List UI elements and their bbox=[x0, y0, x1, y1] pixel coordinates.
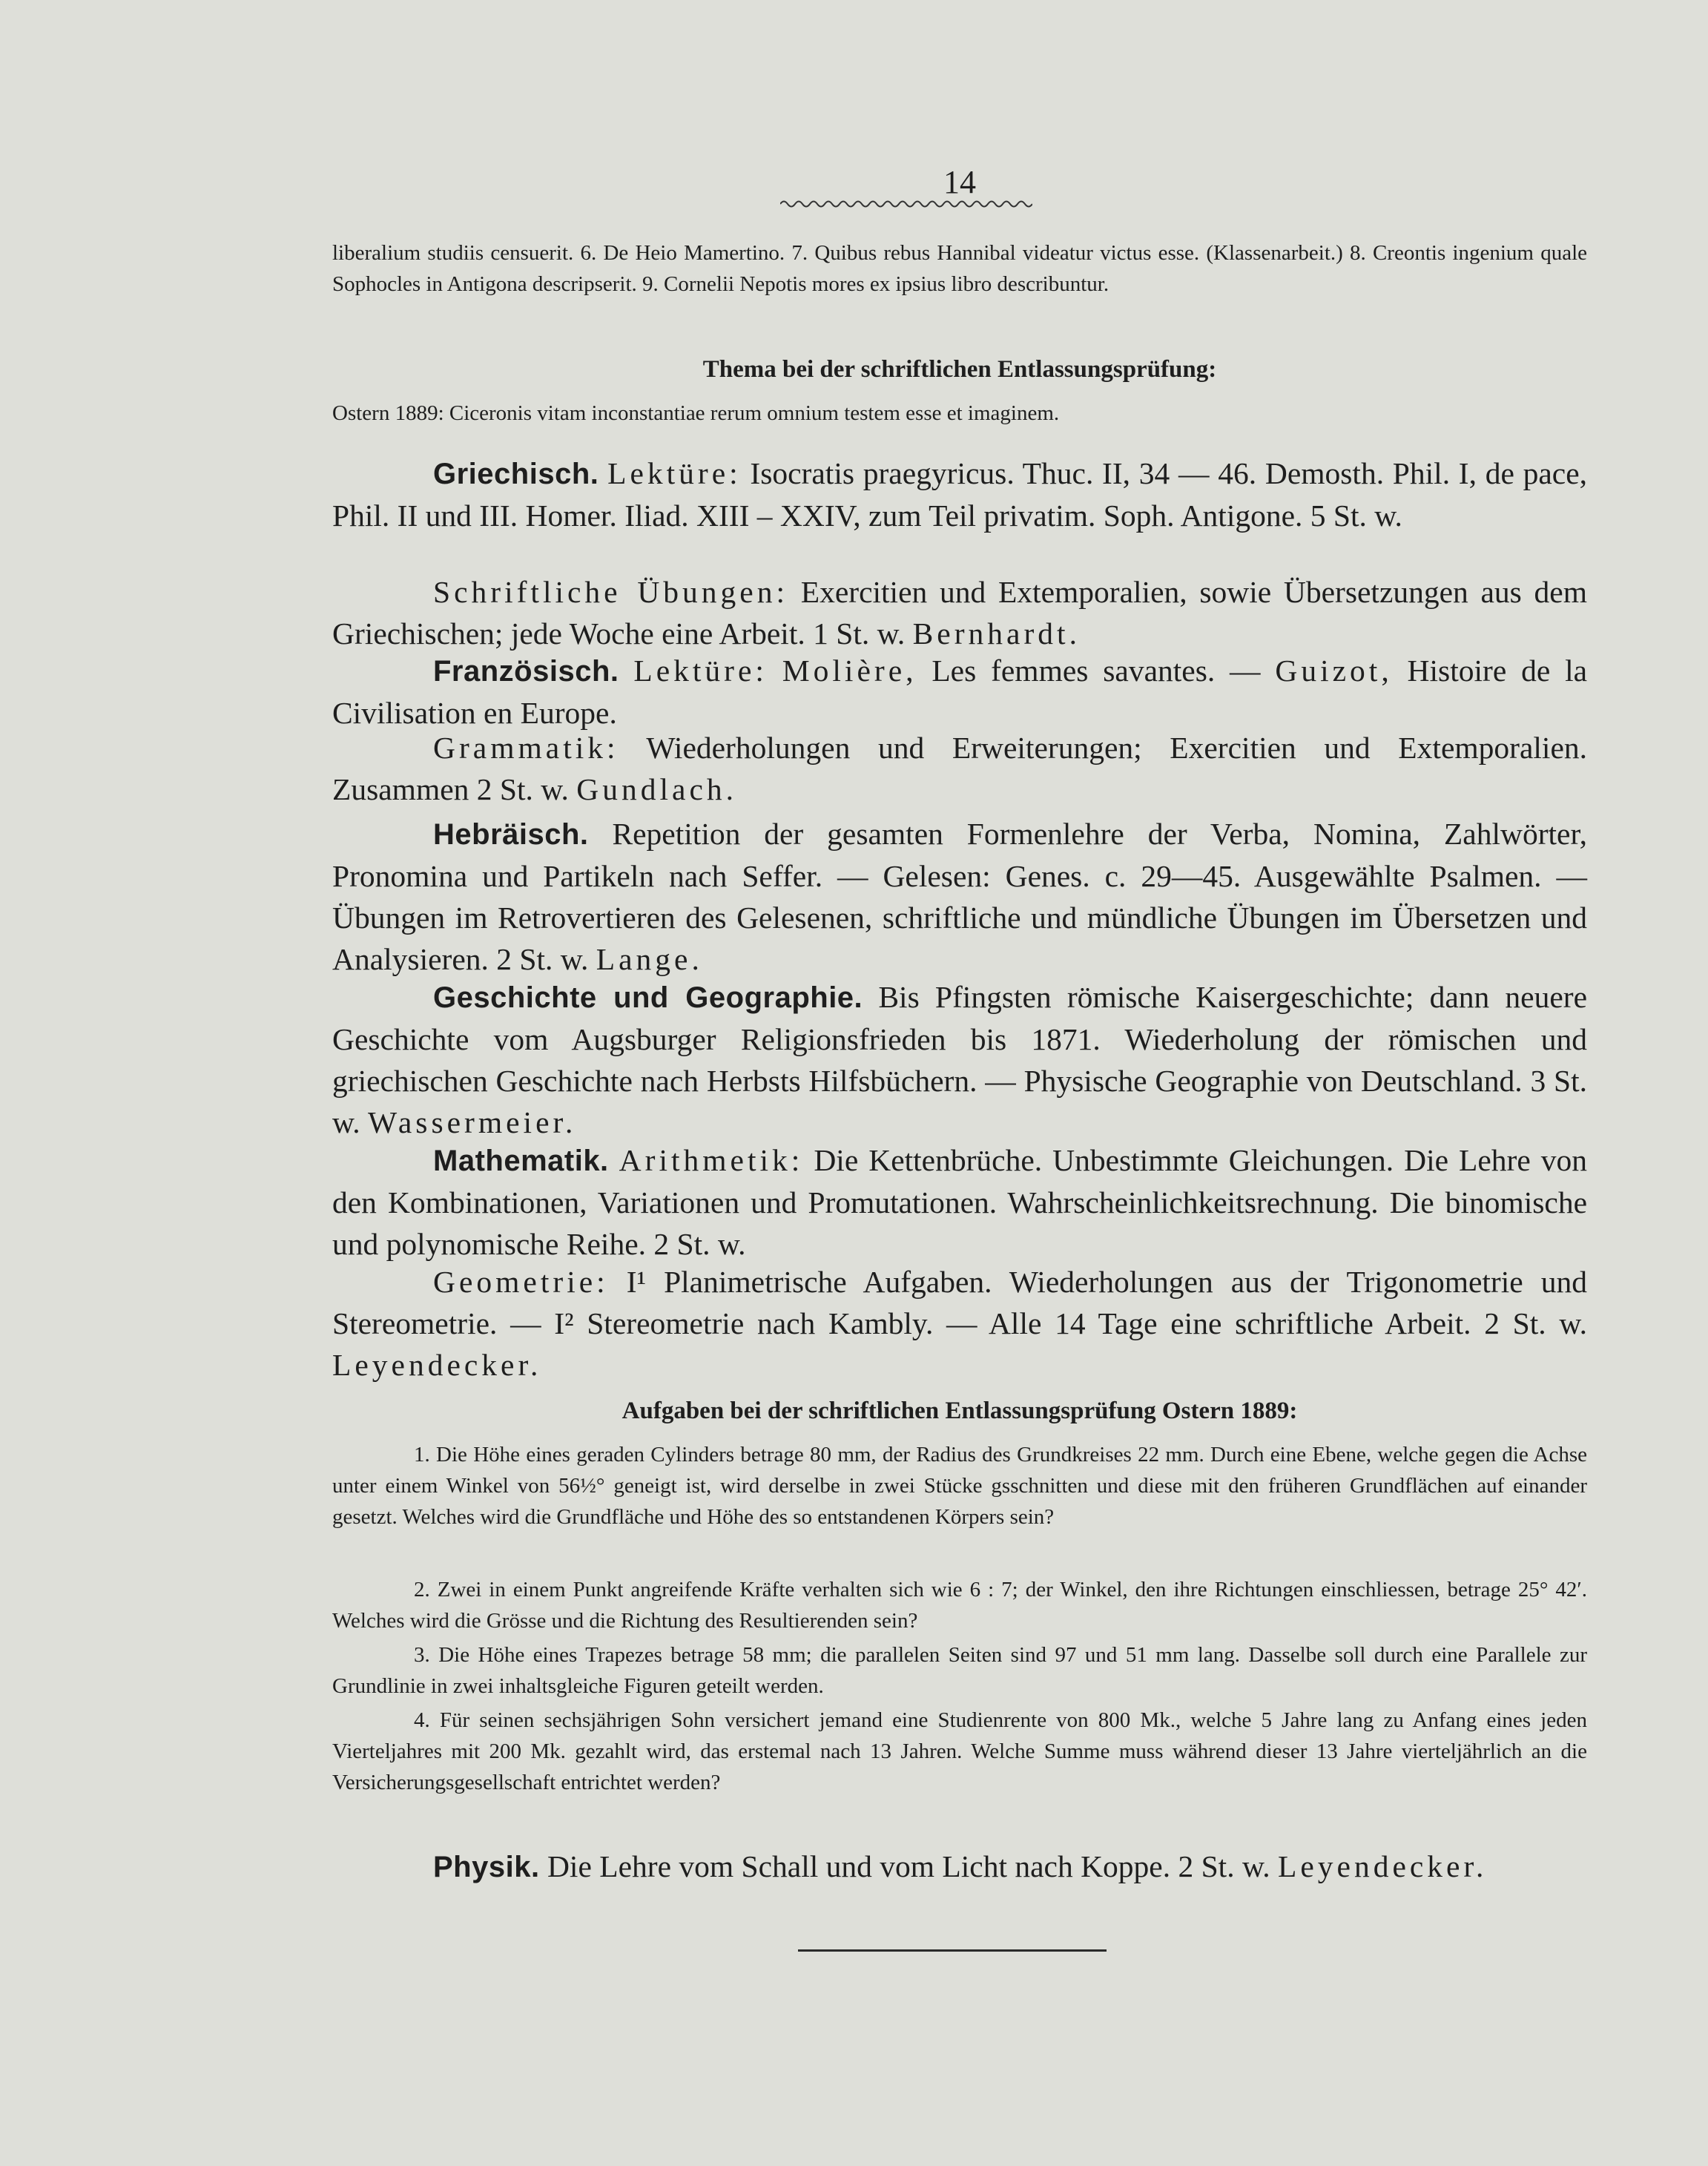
aufgabe-4 bbox=[332, 1705, 1587, 1798]
franzosisch-work-1: Les femmes savantes. — bbox=[932, 654, 1261, 688]
geschichte-text: Bis Pfingsten römische Kaisergeschichte; dann neuere Geschichte vom Augsburger Religionsfrieden bis 1871. Wiederholung der römischen und griechischen Geschichte nach Herbsts Hilfsbüchern. — Physische Geographie von Deutschland. 3 St. w. bbox=[332, 980, 1587, 1139]
thema-text-body: Ostern 1889: Ciceronis vitam inconstantiae rerum omnium testem esse et imaginem. bbox=[332, 401, 1060, 425]
franzosisch-lekture-label: Lektüre: bbox=[633, 654, 768, 688]
griechisch-teacher: Bernhardt. bbox=[912, 616, 1081, 651]
end-rule bbox=[798, 1949, 1107, 1952]
griechisch-ubungen bbox=[332, 571, 1587, 654]
hebraisch-heading: Hebräisch. bbox=[433, 818, 589, 851]
section-geschichte bbox=[332, 976, 1587, 1143]
section-franzosisch bbox=[332, 650, 1587, 734]
geschichte-heading: Geschichte und Geographie. bbox=[433, 981, 863, 1014]
mathematik-geometrie bbox=[332, 1261, 1587, 1386]
franzosisch-author-1: Molière, bbox=[782, 654, 917, 688]
griechisch-ubungen-text: Exercitien und Extemporalien, sowie Übersetzungen aus dem Griechischen; jede Woche eine Arbeit. 1 St. w. bbox=[332, 575, 1588, 651]
section-hebraisch bbox=[332, 813, 1587, 980]
franzosisch-grammatik-label: Grammatik: bbox=[433, 731, 619, 765]
aufgaben-heading: Aufgaben bei der schriftlichen Entlassungsprüfung Ostern 1889: bbox=[621, 1398, 1298, 1424]
mathematik-teacher: Leyendecker. bbox=[332, 1348, 542, 1382]
physik-heading: Physik. bbox=[433, 1851, 540, 1883]
physik-text: Die Lehre vom Schall und vom Licht nach Koppe. 2 St. w. bbox=[547, 1849, 1270, 1883]
mathematik-geo-text: I¹ Planimetrische Aufgaben. Wiederholungen aus der Trigonometrie und Stereometrie. — I² Stereometrie nach Kambly. — Alle 14 Tage eine schriftliche Arbeit. 2 St. w. bbox=[332, 1265, 1588, 1340]
franzosisch-author-2: Guizot, bbox=[1275, 654, 1393, 688]
mathematik-heading: Mathematik. bbox=[433, 1145, 609, 1177]
franzosisch-heading: Französisch. bbox=[433, 655, 619, 688]
thema-text bbox=[332, 398, 1587, 429]
aufgabe-3 bbox=[332, 1639, 1587, 1702]
aufgabe-2-text: 2. Zwei in einem Punkt angreifende Kräfte verhalten sich wie 6 : 7; der Winkel, den ihre Richtungen einschliessen, betrage 25° 42′. Welches wird die Grösse und die Richtung des Resultierenden sein? bbox=[332, 1578, 1587, 1633]
section-griechisch bbox=[332, 452, 1587, 536]
hebraisch-text: Repetition der gesamten Formenlehre der Verba, Nomina, Zahlwörter, Pronomina und Partikeln nach Seffer. — Gelesen: Genes. c. 29—45. Ausgewählte Psalmen. — Übungen im Retrovertieren des Gelesenen, schriftliche und mündliche Übungen im Übersetzen und Analysieren. 2 St. w. bbox=[332, 817, 1588, 976]
aufgabe-1 bbox=[332, 1439, 1587, 1533]
section-physik bbox=[332, 1846, 1587, 1888]
aufgabe-3-text: 3. Die Höhe eines Trapezes betrage 58 mm; die parallelen Seiten sind 97 und 51 mm lang. Dasselbe soll durch eine Parallele zur Grundlinie in zwei inhaltsgleiche Figuren geteilt werden. bbox=[332, 1643, 1587, 1698]
section-mathematik bbox=[332, 1139, 1587, 1265]
griechisch-lekture-text: Isocratis praegyricus. Thuc. II, 34 — 46. Demosth. Phil. I, de pace, Phil. II und III. Homer. Iliad. XIII – XXIV, zum Teil privatim. Soph. Antigone. 5 St. w. bbox=[332, 456, 1588, 533]
mathematik-arith-label: Arithmetik: bbox=[619, 1143, 804, 1177]
mathematik-arith-text: Die Kettenbrüche. Unbestimmte Gleichungen. Die Lehre von den Kombinationen, Variationen und Promutationen. Wahrscheinlichkeitsrechnung. Die binomische und polynomische Reihe. 2 St. w. bbox=[332, 1143, 1588, 1261]
franzosisch-grammatik bbox=[332, 727, 1587, 810]
griechisch-ubungen-label: Schriftliche Übungen: bbox=[433, 575, 788, 609]
physik-teacher: Leyendecker. bbox=[1278, 1849, 1488, 1883]
aufgabe-1-text: 1. Die Höhe eines geraden Cylinders betrage 80 mm, der Radius des Grundkreises 22 mm. Durch eine Ebene, welche gegen die Achse unter einem Winkel von 56½° geneigt ist, wird derselbe in zwei Stücke gsschnitten und diese mit den früheren Grundflächen auf einander gesetzt. Welches wird die Grundfläche und Höhe des so entstandenen Körpers sein? bbox=[332, 1443, 1587, 1529]
hebraisch-teacher: Lange. bbox=[596, 942, 703, 976]
franzosisch-grammatik-text: Wiederholungen und Erweiterungen; Exercitien und Extemporalien. Zusammen 2 St. w. bbox=[332, 731, 1587, 806]
page-number: 14 bbox=[943, 164, 976, 200]
page-number-ornament bbox=[780, 199, 1032, 209]
mathematik-geo-label: Geometrie: bbox=[433, 1265, 609, 1299]
griechisch-lekture-label: Lektüre: bbox=[607, 456, 742, 490]
griechisch-heading: Griechisch. bbox=[433, 458, 599, 490]
aufgabe-4-text: 4. Für seinen sechsjährigen Sohn versichert jemand eine Studienrente von 800 Mk., welche 5 Jahre lang zu Anfang eines jeden Vierteljahres mit 200 Mk. gezahlt wird, das erstemal nach 13 Jahren. Welche Summe muss während dieser 13 Jahre vierteljährlich an die Versicherungsgesellschaft entrichtet werden? bbox=[332, 1708, 1587, 1794]
franzosisch-teacher: Gundlach. bbox=[576, 772, 738, 806]
franzosisch-work-2: Histoire de la Civilisation en Europe. bbox=[332, 654, 1588, 730]
geschichte-teacher: Wassermeier. bbox=[368, 1105, 577, 1139]
aufgabe-2 bbox=[332, 1574, 1587, 1636]
thema-heading: Thema bei der schriftlichen Entlassungsprüfung: bbox=[702, 356, 1217, 383]
latin-topics-continuation: liberalium studiis censuerit. 6. De Heio Mamertino. 7. Quibus rebus Hannibal videatur victus esse. (Klassenarbeit.) 8. Creontis ingenium quale Sophocles in Antigona descripserit. 9. Cornelii Nepotis mores ex ipsius libro describuntur. bbox=[332, 241, 1587, 296]
